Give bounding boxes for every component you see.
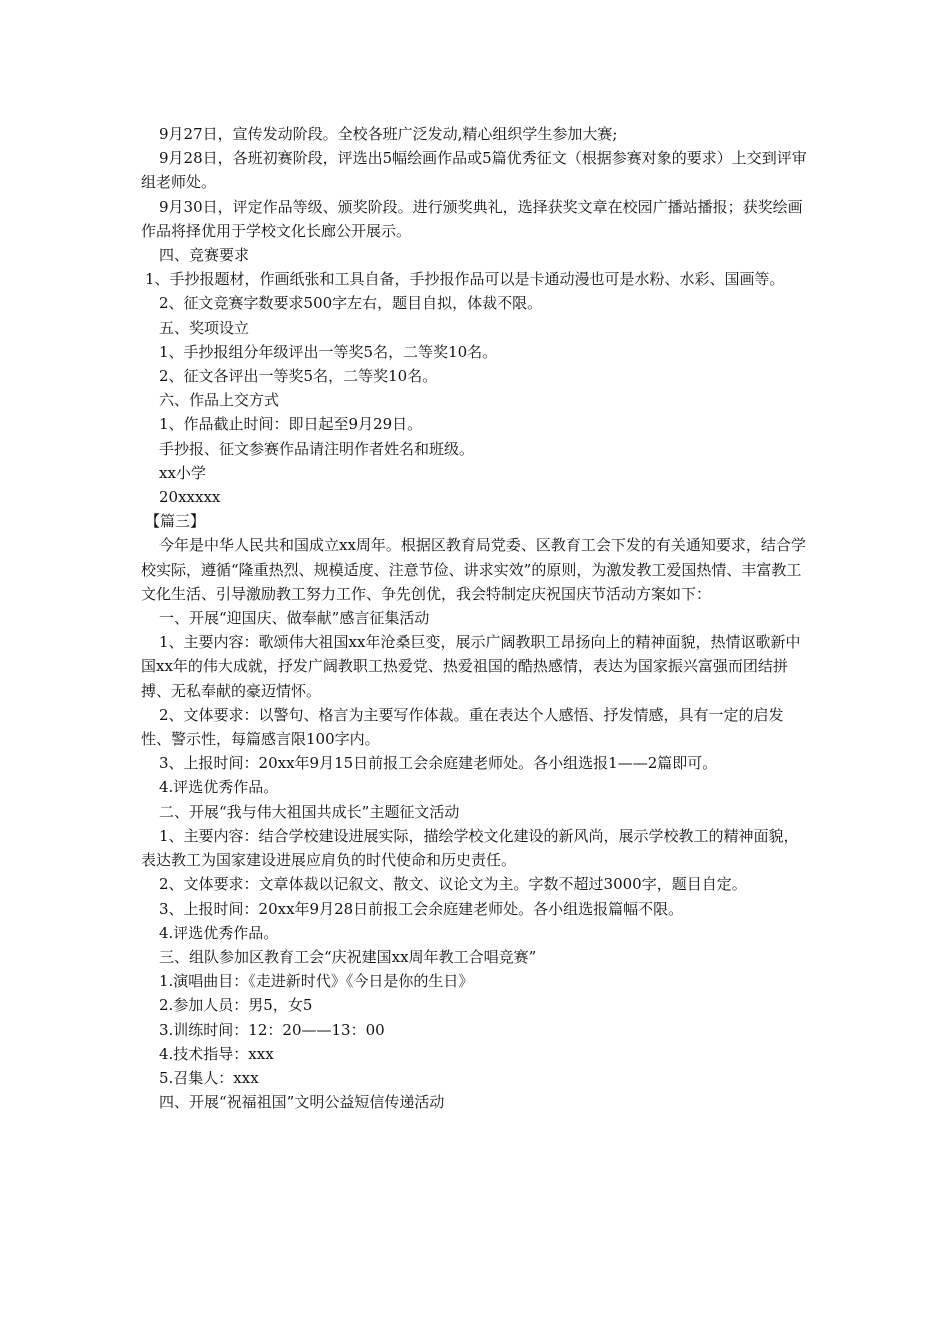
section-heading: 六、作品上交方式 <box>159 391 280 410</box>
paragraph: 3、上报时间：20xx年9月28日前报工会余庭建老师处。各小组选报篇幅不限。 <box>159 899 684 918</box>
signature-date: 20xxxxx <box>159 488 221 507</box>
paragraph: 9月30日，评定作品等级、颁奖阶段。进行颁奖典礼，选择获奖文章在校园广播站播报；获奖绘画作品将择优用于学校文化长廊公开展示。 <box>141 197 803 240</box>
paragraph: 1、手抄报题材，作画纸张和工具自备，手抄报作品可以是卡通动漫也可是水粉、水彩、国画等。 <box>145 270 785 289</box>
paragraph: 1、手抄报组分年级评出一等奖5名，二等奖10名。 <box>159 342 498 361</box>
paragraph: 2、文体要求：以警句、格言为主要写作体裁。重在表达个人感悟、抒发情感，具有一定的启发性、警示性，每篇感言限100字内。 <box>141 705 784 749</box>
paragraph: 2、征文各评出一等奖5名，二等奖10名。 <box>159 367 438 386</box>
signature-school: xx小学 <box>159 463 206 482</box>
paragraph: 1.演唱曲目：《走进新时代》《今日是你的生日》 <box>159 972 474 991</box>
paragraph: 4.技术指导：xxx <box>159 1044 274 1063</box>
paragraph: 9月27日，宣传发动阶段。全校各班广泛发动,精心组织学生参加大赛; <box>159 125 618 143</box>
paragraph: 2、征文竞赛字数要求500字左右，题目自拟，体裁不限。 <box>159 294 543 313</box>
section-heading: 三、组队参加区教育工会“庆祝建国xx周年教工合唱竞赛” <box>159 947 537 966</box>
paragraph: 2.参加人员：男5，女5 <box>159 996 313 1015</box>
section-heading: 五、奖项设立 <box>159 318 250 337</box>
paragraph: 手抄报、征文参赛作品请注明作者姓名和班级。 <box>159 439 475 458</box>
section-heading: 四、竞赛要求 <box>159 246 250 265</box>
paragraph: 1、主要内容：歌颂伟大祖国xx年沧桑巨变，展示广阔教职工昂扬向上的精神面貌，热情讴歌新中国xx年的伟大成就，抒发广阔教职工热爱党、热爱祖国的酷热感情，表达为国家振兴富强而团结拼搏、无私奉献的豪迈情怀。 <box>141 633 801 700</box>
paragraph: 4.评选优秀作品。 <box>159 923 279 942</box>
paragraph: 今年是中华人民共和国成立xx周年。根据区教育局党委、区教育工会下发的有关通知要求，结合学校实际，遵循“隆重热烈、规模适度、注意节俭、讲求实效”的原则，为激发教工爱国热情、丰富教工文化生活、引导激励教工努力工作、争先创优，我会特制定庆祝国庆节活动方案如下： <box>141 536 806 603</box>
document-body <box>141 122 813 1114</box>
paragraph: 5.召集人：xxx <box>159 1068 259 1087</box>
paragraph: 1、主要内容：结合学校建设进展实际，描绘学校文化建设的新风尚，展示学校教工的精神面貌，表达教工为国家建设进展应肩负的时代使命和历史责任。 <box>141 826 799 870</box>
paragraph: 9月28日，各班初赛阶段，评选出5幅绘画作品或5篇优秀征文（根据参赛对象的要求）上交到评审组老师处。 <box>141 149 807 192</box>
part-heading: 【篇三】 <box>145 512 206 531</box>
paragraph: 2、文体要求：文章体裁以记叙文、散文、议论文为主。字数不超过3000字，题目自定。 <box>159 875 747 894</box>
section-heading: 四、开展“祝福祖国”文明公益短信传递活动 <box>159 1093 445 1112</box>
paragraph: 1、作品截止时间：即日起至9月29日。 <box>159 415 423 434</box>
paragraph: 3.训练时间：12：20——13：00 <box>159 1020 385 1039</box>
paragraph: 3、上报时间：20xx年9月15日前报工会余庭建老师处。各小组选报1——2篇即可。 <box>159 754 718 773</box>
section-heading: 二、开展“我与伟大祖国共成长”主题征文活动 <box>159 802 460 821</box>
paragraph: 4.评选优秀作品。 <box>159 778 279 797</box>
section-heading: 一、开展“迎国庆、做奉献”感言征集活动 <box>159 609 430 628</box>
